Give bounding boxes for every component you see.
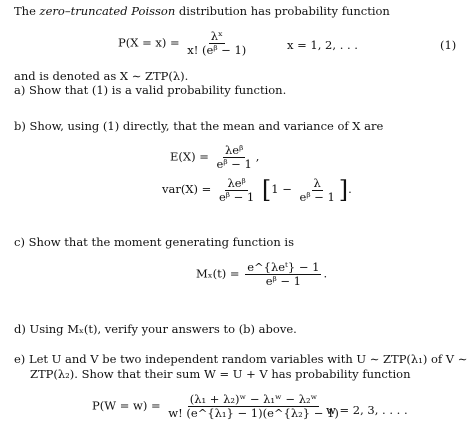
part-d: d) Using Mₓ(t), verify your answers to (b) above. (14, 322, 297, 336)
part-e-line2: ZTP(λ₂). Show that their sum W = U + V has probability function (30, 367, 411, 381)
mgf-equation (196, 261, 327, 288)
mgf-denominator: eᵝ − 1 (265, 274, 301, 288)
intro-denoted: and is denoted as X ∼ ZTP(λ). (14, 69, 189, 83)
var-numerator: λeᵝ (227, 175, 246, 190)
equation-1 (118, 30, 250, 57)
mean-equation (170, 144, 259, 171)
pmf-equation (92, 393, 343, 420)
pmf-denominator: w! (e^{λ₁} − 1)(e^{λ₂} − 1) (168, 406, 339, 420)
eq1-number: (1) (440, 38, 457, 52)
mean-tail: , (255, 149, 260, 164)
pmf-numerator: (λ₁ + λ₂)ʷ − λ₁ʷ − λ₂ʷ (189, 392, 318, 406)
mean-numerator: λeᵝ (225, 143, 244, 157)
var-inner-fraction (298, 177, 337, 204)
pmf-range: w = 2, 3, . . . . (326, 403, 408, 417)
var-fraction (217, 177, 256, 204)
pmf-lhs: P(W = w) = (92, 398, 165, 413)
part-e-line1: e) Let U and V be two independent random variables with U ∼ ZTP(λ₁) of V ∼ (14, 352, 468, 366)
mgf-numerator: e^{λeᵗ} − 1 (247, 260, 320, 274)
mean-lhs: E(X) = (170, 149, 213, 164)
var-inner-numerator: λ (313, 175, 321, 190)
right-bracket: ] (338, 176, 349, 204)
eq1-denominator: x! (eᵝ − 1) (187, 43, 247, 57)
eq1-lhs: P(X = x) = (118, 35, 184, 50)
var-denominator: eᵝ − 1 (218, 189, 255, 204)
eq1-fraction (185, 30, 248, 57)
intro-line (14, 4, 390, 18)
mean-denominator: eᵝ − 1 (216, 157, 252, 171)
mgf-lhs: Mₓ(t) = (196, 266, 244, 281)
left-bracket: [ (261, 176, 272, 204)
mgf-fraction (245, 261, 321, 288)
var-lhs: var(X) = (162, 182, 215, 196)
intro-suffix: distribution has probability function (175, 4, 390, 18)
var-inner-denominator: eᵝ − 1 (299, 189, 335, 204)
var-tail: . (348, 182, 352, 196)
distribution-name: zero–truncated Poisson (39, 4, 176, 18)
var-inner-left: 1 − (271, 182, 296, 196)
pmf-fraction (166, 393, 341, 420)
intro-prefix: The (14, 4, 40, 18)
eq1-range: x = 1, 2, . . . (287, 38, 358, 52)
part-a: a) Show that (1) is a valid probability function. (14, 83, 287, 97)
part-b: b) Show, using (1) directly, that the mean and variance of X are (14, 119, 384, 133)
part-c: c) Show that the moment generating function is (14, 235, 294, 249)
mgf-tail: . (323, 266, 328, 281)
eq1-numerator: λˣ (210, 29, 223, 43)
variance-equation (162, 176, 352, 204)
mean-fraction (215, 144, 254, 171)
